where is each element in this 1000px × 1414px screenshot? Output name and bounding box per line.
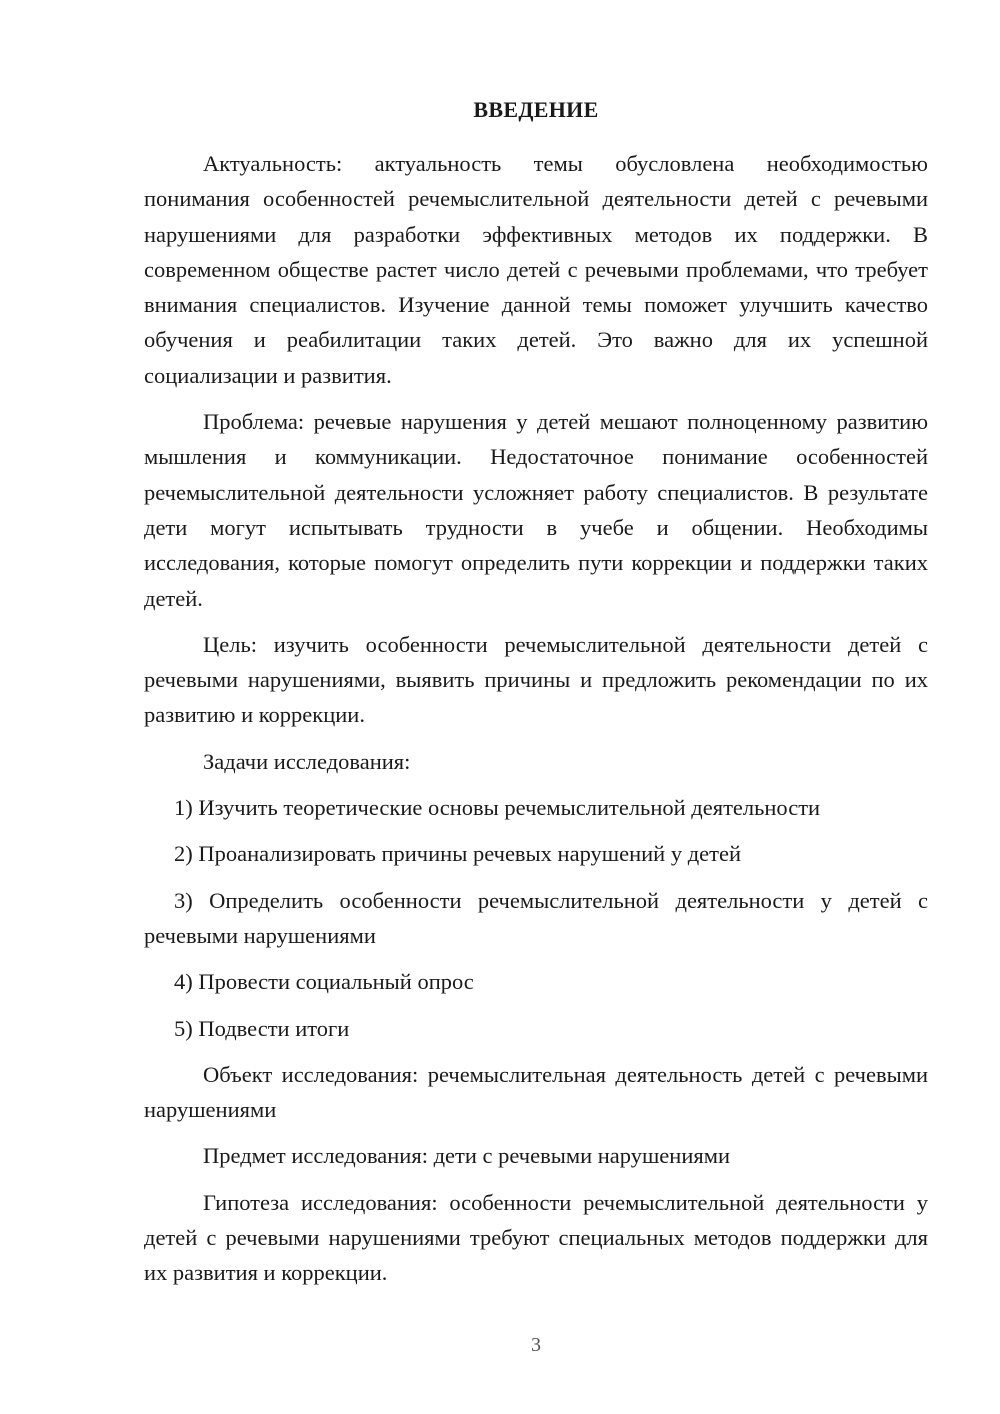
relevance-paragraph: Актуальность: актуальность темы обусловлена необходимостью понимания особенностей речемыслительной деятельности детей с речевыми нарушениями для разработки эффективных методов их поддержки. В современном обществе растет число детей с речевыми проблемами, что требует внимания специалистов. Изучение данной темы поможет улучшить качество обучения и реабилитации таких детей. Это важно для их успешной социализации и развития. — [144, 151, 928, 388]
task-item-2: 2) Проанализировать причины речевых нарушений у детей — [174, 841, 742, 867]
hypothesis-paragraph: Гипотеза исследования: особенности речемыслительной деятельности у детей с речевыми нарушениями требуют специальных методов поддержки для их развития и коррекции. — [144, 1189, 928, 1286]
task-item-3: 3) Определить особенности речемыслительной деятельности у детей с речевыми нарушениями — [144, 887, 928, 948]
task-item-1: 1) Изучить теоретические основы речемыслительной деятельности — [174, 795, 821, 821]
problem-paragraph: Проблема: речевые нарушения у детей мешают полноценному развитию мышления и коммуникации. Недостаточное понимание особенностей речемыслительной деятельности усложняет работу специалистов. В результате дети могут испытывать трудности в учебе и общении. Необходимы исследования, которые помогут определить пути коррекции и поддержки таких детей. — [144, 409, 928, 611]
page-number: 3 — [531, 1334, 541, 1356]
goal-paragraph: Цель: изучить особенности речемыслительной деятельности детей с речевыми нарушениями, выявить причины и предложить рекомендации по их развитию и коррекции. — [144, 631, 928, 728]
document-page — [144, 92, 928, 1302]
task-item-4: 4) Провести социальный опрос — [174, 969, 474, 995]
subject-paragraph: Предмет исследования: дети с речевыми нарушениями — [203, 1143, 730, 1169]
task-item-5: 5) Подвести итоги — [174, 1015, 350, 1041]
object-paragraph: Объект исследования: речемыслительная деятельность детей с речевыми нарушениями — [144, 1061, 928, 1123]
page-title: ВВЕДЕНИЕ — [473, 97, 599, 122]
tasks-heading: Задачи исследования: — [203, 748, 411, 774]
